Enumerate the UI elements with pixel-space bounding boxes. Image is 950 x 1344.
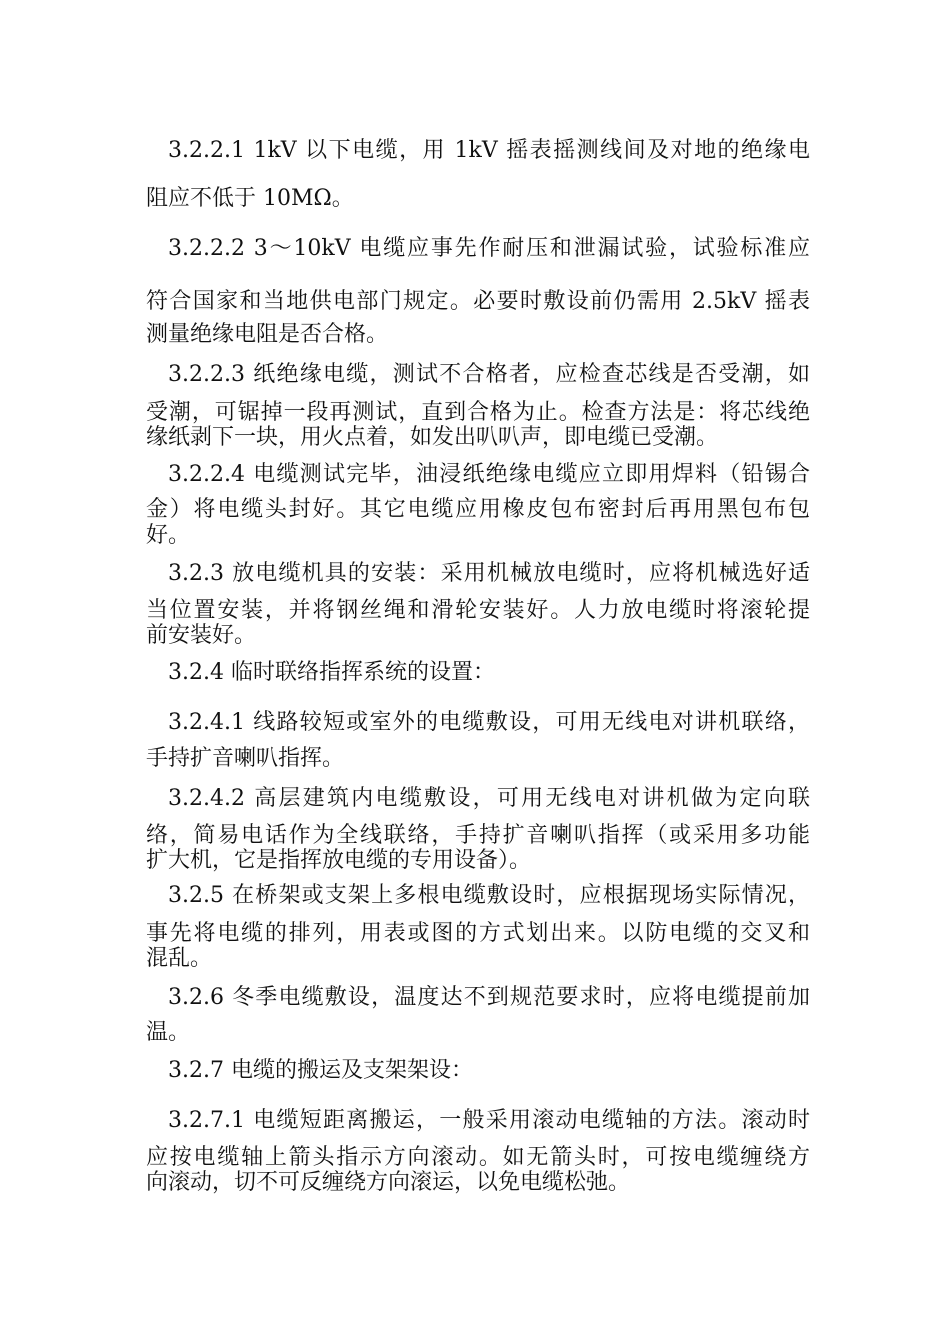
paragraph-3-2-2-4-line-2: 金）将电缆头封好。其它电缆应用橡皮包布密封后再用黑包布包 bbox=[146, 497, 810, 522]
paragraph-3-2-3-line-1: 3.2.3 放电缆机具的安装：采用机械放电缆时，应将机械选好适 bbox=[168, 561, 810, 586]
paragraph-3-2-5-line-2: 事先将电缆的排列，用表或图的方式划出来。以防电缆的交叉和 bbox=[146, 921, 810, 946]
paragraph-3-2-7-1-line-3: 向滚动，切不可反缠绕方向滚运，以免电缆松弛。 bbox=[146, 1170, 631, 1195]
paragraph-3-2-2-3-line-3: 缘纸剥下一块，用火点着，如发出叭叭声，即电缆已受潮。 bbox=[146, 425, 719, 450]
paragraph-3-2-5-line-1: 3.2.5 在桥架或支架上多根电缆敷设时，应根据现场实际情况， bbox=[168, 883, 810, 908]
paragraph-3-2-2-4-line-3: 好。 bbox=[146, 523, 191, 548]
paragraph-3-2-3-line-2: 当位置安装，并将钢丝绳和滑轮安装好。人力放电缆时将滚轮提 bbox=[146, 598, 810, 623]
paragraph-3-2-3-line-3: 前安装好。 bbox=[146, 623, 257, 648]
paragraph-3-2-4-2-line-2: 络，简易电话作为全线联络，手持扩音喇叭指挥（或采用多功能 bbox=[146, 823, 810, 848]
paragraph-3-2-2-3-line-1: 3.2.2.3 纸绝缘电缆，测试不合格者，应检查芯线是否受潮，如 bbox=[168, 362, 810, 387]
heading-3-2-7: 3.2.7 电缆的搬运及支架架设： bbox=[168, 1058, 473, 1083]
paragraph-3-2-4-1-line-1: 3.2.4.1 线路较短或室外的电缆敷设，可用无线电对讲机联络， bbox=[168, 710, 810, 735]
paragraph-3-2-4-2-line-1: 3.2.4.2 高层建筑内电缆敷设，可用无线电对讲机做为定向联 bbox=[168, 786, 810, 811]
heading-3-2-4: 3.2.4 临时联络指挥系统的设置： bbox=[168, 660, 495, 685]
paragraph-3-2-7-1-line-1: 3.2.7.1 电缆短距离搬运，一般采用滚动电缆轴的方法。滚动时 bbox=[168, 1108, 810, 1133]
paragraph-3-2-6-line-2: 温。 bbox=[146, 1020, 191, 1045]
paragraph-3-2-2-3-line-2: 受潮，可锯掉一段再测试，直到合格为止。检查方法是：将芯线绝 bbox=[146, 400, 810, 425]
paragraph-3-2-2-2-line-2: 符合国家和当地供电部门规定。必要时敷设前仍需用 2.5kV 摇表 bbox=[146, 289, 810, 314]
paragraph-3-2-4-2-line-3: 扩大机，它是指挥放电缆的专用设备）。 bbox=[146, 848, 532, 873]
paragraph-3-2-2-1-line-1: 3.2.2.1 1kV 以下电缆，用 1kV 摇表摇测线间及对地的绝缘电 bbox=[168, 138, 810, 163]
paragraph-3-2-4-1-line-2: 手持扩音喇叭指挥。 bbox=[146, 746, 345, 771]
paragraph-3-2-2-2-line-1: 3.2.2.2 3～10kV 电缆应事先作耐压和泄漏试验，试验标准应 bbox=[168, 236, 810, 261]
paragraph-3-2-2-1-line-2: 阻应不低于 10MΩ。 bbox=[146, 186, 354, 211]
paragraph-3-2-2-2-line-3: 测量绝缘电阻是否合格。 bbox=[146, 322, 389, 347]
paragraph-3-2-6-line-1: 3.2.6 冬季电缆敷设，温度达不到规范要求时，应将电缆提前加 bbox=[168, 985, 810, 1010]
paragraph-3-2-7-1-line-2: 应按电缆轴上箭头指示方向滚动。如无箭头时，可按电缆缠绕方 bbox=[146, 1145, 810, 1170]
paragraph-3-2-2-4-line-1: 3.2.2.4 电缆测试完毕，油浸纸绝缘电缆应立即用焊料（铅锡合 bbox=[168, 462, 810, 487]
paragraph-3-2-5-line-3: 混乱。 bbox=[146, 946, 213, 971]
